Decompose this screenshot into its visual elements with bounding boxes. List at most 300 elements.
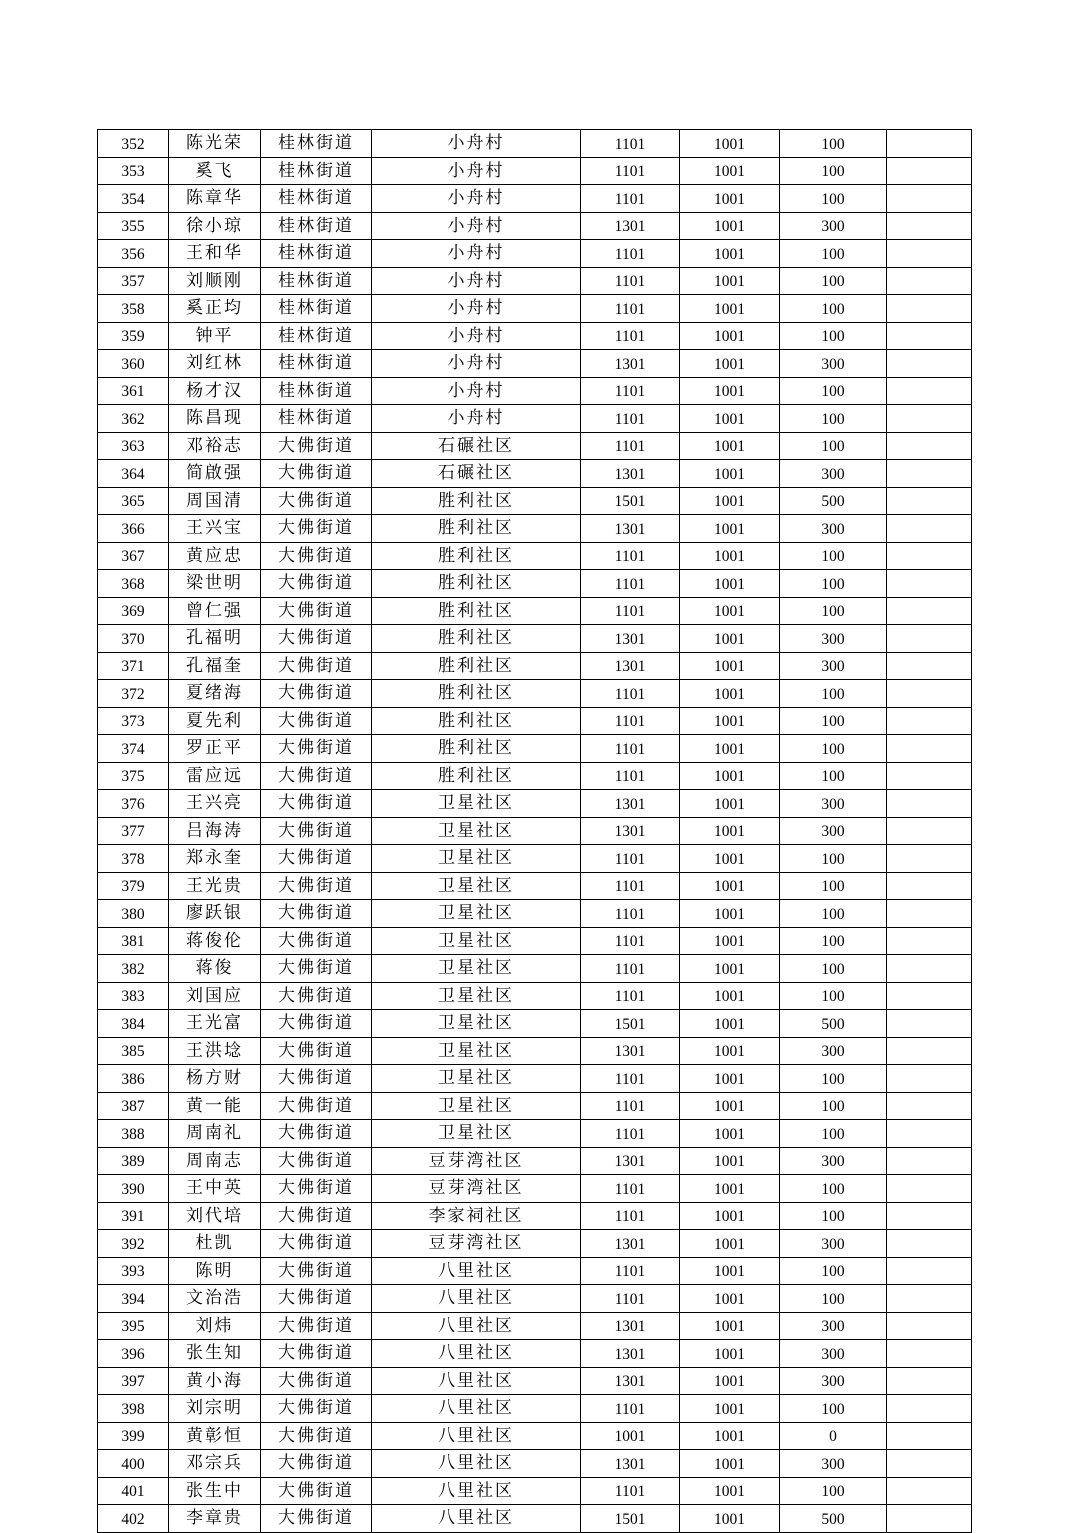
table-row: [98, 597, 972, 625]
amount-cell: 100: [780, 1395, 887, 1423]
subdistrict-cell: 桂林街道: [261, 350, 372, 378]
name-cell: 刘红林: [169, 350, 261, 378]
subdistrict-cell: 大佛街道: [261, 927, 372, 955]
value-a-cell: 1101: [581, 377, 680, 405]
table-row: [98, 212, 972, 240]
name-cell: 奚正均: [169, 295, 261, 323]
row-number-cell: 383: [98, 982, 169, 1010]
amount-cell: 100: [780, 707, 887, 735]
remark-cell: [887, 735, 972, 763]
community-cell: 石碾社区: [372, 460, 581, 488]
row-number-cell: 381: [98, 927, 169, 955]
row-number-cell: 392: [98, 1230, 169, 1258]
subdistrict-cell: 大佛街道: [261, 845, 372, 873]
table-row: [98, 157, 972, 185]
subdistrict-cell: 大佛街道: [261, 1450, 372, 1478]
value-b-cell: 1001: [680, 460, 780, 488]
amount-cell: 100: [780, 1065, 887, 1093]
value-b-cell: 1001: [680, 185, 780, 213]
table-row: [98, 570, 972, 598]
value-b-cell: 1001: [680, 817, 780, 845]
value-a-cell: 1101: [581, 1202, 680, 1230]
amount-cell: 300: [780, 1037, 887, 1065]
remark-cell: [887, 1202, 972, 1230]
name-cell: 杨才汉: [169, 377, 261, 405]
amount-cell: 300: [780, 1312, 887, 1340]
subdistrict-cell: 大佛街道: [261, 570, 372, 598]
value-a-cell: 1301: [581, 1312, 680, 1340]
name-cell: 蒋俊: [169, 955, 261, 983]
subdistrict-cell: 大佛街道: [261, 652, 372, 680]
value-b-cell: 1001: [680, 1367, 780, 1395]
name-cell: 孔福明: [169, 625, 261, 653]
row-number-cell: 370: [98, 625, 169, 653]
amount-cell: 100: [780, 982, 887, 1010]
community-cell: 卫星社区: [372, 982, 581, 1010]
name-cell: 王光富: [169, 1010, 261, 1038]
value-b-cell: 1001: [680, 900, 780, 928]
remark-cell: [887, 570, 972, 598]
remark-cell: [887, 1450, 972, 1478]
community-cell: 八里社区: [372, 1257, 581, 1285]
table-row: [98, 1312, 972, 1340]
subdistrict-cell: 桂林街道: [261, 212, 372, 240]
table-row: [98, 1010, 972, 1038]
subdistrict-cell: 大佛街道: [261, 1422, 372, 1450]
value-a-cell: 1301: [581, 1230, 680, 1258]
table-row: [98, 185, 972, 213]
amount-cell: 100: [780, 377, 887, 405]
value-a-cell: 1101: [581, 872, 680, 900]
remark-cell: [887, 212, 972, 240]
community-cell: 石碾社区: [372, 432, 581, 460]
value-b-cell: 1001: [680, 130, 780, 158]
value-b-cell: 1001: [680, 432, 780, 460]
name-cell: 陈光荣: [169, 130, 261, 158]
remark-cell: [887, 460, 972, 488]
row-number-cell: 390: [98, 1175, 169, 1203]
row-number-cell: 353: [98, 157, 169, 185]
name-cell: 李章贵: [169, 1505, 261, 1533]
remark-cell: [887, 762, 972, 790]
subdistrict-cell: 大佛街道: [261, 707, 372, 735]
subdistrict-cell: 大佛街道: [261, 872, 372, 900]
row-number-cell: 361: [98, 377, 169, 405]
subdistrict-cell: 大佛街道: [261, 625, 372, 653]
table-row: [98, 790, 972, 818]
remark-cell: [887, 872, 972, 900]
amount-cell: 100: [780, 927, 887, 955]
table-row: [98, 652, 972, 680]
remark-cell: [887, 1120, 972, 1148]
community-cell: 卫星社区: [372, 790, 581, 818]
row-number-cell: 380: [98, 900, 169, 928]
row-number-cell: 368: [98, 570, 169, 598]
community-cell: 八里社区: [372, 1505, 581, 1533]
row-number-cell: 399: [98, 1422, 169, 1450]
row-number-cell: 358: [98, 295, 169, 323]
value-b-cell: 1001: [680, 405, 780, 433]
value-b-cell: 1001: [680, 1450, 780, 1478]
community-cell: 卫星社区: [372, 955, 581, 983]
value-b-cell: 1001: [680, 487, 780, 515]
value-a-cell: 1501: [581, 1505, 680, 1533]
amount-cell: 100: [780, 157, 887, 185]
table-row: [98, 1395, 972, 1423]
amount-cell: 100: [780, 872, 887, 900]
community-cell: 胜利社区: [372, 515, 581, 543]
amount-cell: 100: [780, 405, 887, 433]
community-cell: 胜利社区: [372, 597, 581, 625]
remark-cell: [887, 927, 972, 955]
subdistrict-cell: 大佛街道: [261, 1312, 372, 1340]
subdistrict-cell: 大佛街道: [261, 515, 372, 543]
community-cell: 豆芽湾社区: [372, 1147, 581, 1175]
table-row: [98, 460, 972, 488]
table-row: [98, 405, 972, 433]
name-cell: 钟平: [169, 322, 261, 350]
row-number-cell: 373: [98, 707, 169, 735]
amount-cell: 300: [780, 460, 887, 488]
value-a-cell: 1301: [581, 625, 680, 653]
row-number-cell: 394: [98, 1285, 169, 1313]
subdistrict-cell: 大佛街道: [261, 1505, 372, 1533]
row-number-cell: 386: [98, 1065, 169, 1093]
subdistrict-cell: 大佛街道: [261, 762, 372, 790]
table-row: [98, 295, 972, 323]
table-row: [98, 1092, 972, 1120]
value-b-cell: 1001: [680, 1230, 780, 1258]
name-cell: 刘国应: [169, 982, 261, 1010]
value-a-cell: 1301: [581, 460, 680, 488]
remark-cell: [887, 350, 972, 378]
remark-cell: [887, 982, 972, 1010]
value-a-cell: 1101: [581, 1175, 680, 1203]
subdistrict-cell: 大佛街道: [261, 817, 372, 845]
table-row: [98, 955, 972, 983]
remark-cell: [887, 322, 972, 350]
remark-cell: [887, 955, 972, 983]
name-cell: 奚飞: [169, 157, 261, 185]
name-cell: 郑永奎: [169, 845, 261, 873]
amount-cell: 300: [780, 1340, 887, 1368]
value-a-cell: 1501: [581, 1010, 680, 1038]
amount-cell: 300: [780, 817, 887, 845]
remark-cell: [887, 652, 972, 680]
table-row: [98, 322, 972, 350]
value-a-cell: 1301: [581, 652, 680, 680]
value-a-cell: 1101: [581, 762, 680, 790]
subdistrict-cell: 大佛街道: [261, 432, 372, 460]
value-a-cell: 1101: [581, 707, 680, 735]
table-row: [98, 982, 972, 1010]
subdistrict-cell: 大佛街道: [261, 1202, 372, 1230]
name-cell: 王兴亮: [169, 790, 261, 818]
name-cell: 周南志: [169, 1147, 261, 1175]
community-cell: 八里社区: [372, 1367, 581, 1395]
name-cell: 陈明: [169, 1257, 261, 1285]
name-cell: 王光贵: [169, 872, 261, 900]
table-row: [98, 1147, 972, 1175]
amount-cell: 100: [780, 1285, 887, 1313]
value-b-cell: 1001: [680, 350, 780, 378]
amount-cell: 100: [780, 735, 887, 763]
value-a-cell: 1101: [581, 185, 680, 213]
value-b-cell: 1001: [680, 597, 780, 625]
name-cell: 张生中: [169, 1477, 261, 1505]
community-cell: 小舟村: [372, 267, 581, 295]
value-b-cell: 1001: [680, 1285, 780, 1313]
name-cell: 罗正平: [169, 735, 261, 763]
row-number-cell: 391: [98, 1202, 169, 1230]
name-cell: 文治浩: [169, 1285, 261, 1313]
name-cell: 雷应远: [169, 762, 261, 790]
remark-cell: [887, 817, 972, 845]
community-cell: 卫星社区: [372, 817, 581, 845]
remark-cell: [887, 1505, 972, 1533]
name-cell: 周国清: [169, 487, 261, 515]
name-cell: 廖跃银: [169, 900, 261, 928]
amount-cell: 300: [780, 212, 887, 240]
amount-cell: 100: [780, 1175, 887, 1203]
value-a-cell: 1101: [581, 542, 680, 570]
value-a-cell: 1101: [581, 845, 680, 873]
amount-cell: 500: [780, 1505, 887, 1533]
value-a-cell: 1101: [581, 982, 680, 1010]
amount-cell: 100: [780, 322, 887, 350]
subdistrict-cell: 桂林街道: [261, 157, 372, 185]
name-cell: 黄应忠: [169, 542, 261, 570]
value-b-cell: 1001: [680, 1340, 780, 1368]
value-a-cell: 1301: [581, 212, 680, 240]
amount-cell: 500: [780, 1010, 887, 1038]
row-number-cell: 387: [98, 1092, 169, 1120]
community-cell: 胜利社区: [372, 735, 581, 763]
table-row: [98, 1450, 972, 1478]
name-cell: 黄一能: [169, 1092, 261, 1120]
row-number-cell: 362: [98, 405, 169, 433]
table-row: [98, 1340, 972, 1368]
table-row: [98, 927, 972, 955]
value-a-cell: 1101: [581, 130, 680, 158]
amount-cell: 300: [780, 515, 887, 543]
table-row: [98, 817, 972, 845]
amount-cell: 100: [780, 432, 887, 460]
data-table: [97, 129, 972, 1533]
name-cell: 刘宗明: [169, 1395, 261, 1423]
row-number-cell: 396: [98, 1340, 169, 1368]
row-number-cell: 356: [98, 240, 169, 268]
name-cell: 王中英: [169, 1175, 261, 1203]
value-b-cell: 1001: [680, 267, 780, 295]
amount-cell: 100: [780, 1257, 887, 1285]
table-row: [98, 845, 972, 873]
row-number-cell: 400: [98, 1450, 169, 1478]
table-row: [98, 350, 972, 378]
remark-cell: [887, 377, 972, 405]
value-a-cell: 1101: [581, 1477, 680, 1505]
name-cell: 夏先利: [169, 707, 261, 735]
amount-cell: 100: [780, 955, 887, 983]
value-a-cell: 1101: [581, 955, 680, 983]
subdistrict-cell: 大佛街道: [261, 542, 372, 570]
value-a-cell: 1301: [581, 790, 680, 818]
community-cell: 卫星社区: [372, 1010, 581, 1038]
name-cell: 刘代培: [169, 1202, 261, 1230]
name-cell: 吕海涛: [169, 817, 261, 845]
remark-cell: [887, 240, 972, 268]
amount-cell: 100: [780, 597, 887, 625]
amount-cell: 0: [780, 1422, 887, 1450]
value-a-cell: 1001: [581, 1422, 680, 1450]
subdistrict-cell: 大佛街道: [261, 1065, 372, 1093]
amount-cell: 100: [780, 762, 887, 790]
remark-cell: [887, 1477, 972, 1505]
subdistrict-cell: 大佛街道: [261, 1120, 372, 1148]
remark-cell: [887, 1010, 972, 1038]
subdistrict-cell: 大佛街道: [261, 1175, 372, 1203]
amount-cell: 100: [780, 130, 887, 158]
remark-cell: [887, 707, 972, 735]
value-b-cell: 1001: [680, 845, 780, 873]
value-b-cell: 1001: [680, 790, 780, 818]
row-number-cell: 393: [98, 1257, 169, 1285]
value-b-cell: 1001: [680, 1477, 780, 1505]
value-a-cell: 1301: [581, 1340, 680, 1368]
row-number-cell: 388: [98, 1120, 169, 1148]
row-number-cell: 364: [98, 460, 169, 488]
table-row: [98, 1257, 972, 1285]
table-row: [98, 267, 972, 295]
community-cell: 八里社区: [372, 1477, 581, 1505]
remark-cell: [887, 790, 972, 818]
community-cell: 小舟村: [372, 405, 581, 433]
value-b-cell: 1001: [680, 377, 780, 405]
community-cell: 八里社区: [372, 1395, 581, 1423]
remark-cell: [887, 1312, 972, 1340]
community-cell: 胜利社区: [372, 625, 581, 653]
table-row: [98, 900, 972, 928]
value-a-cell: 1101: [581, 1257, 680, 1285]
community-cell: 八里社区: [372, 1312, 581, 1340]
remark-cell: [887, 515, 972, 543]
subdistrict-cell: 大佛街道: [261, 1395, 372, 1423]
value-a-cell: 1101: [581, 1092, 680, 1120]
subdistrict-cell: 大佛街道: [261, 982, 372, 1010]
table-row: [98, 130, 972, 158]
table-body: [98, 130, 972, 1533]
community-cell: 胜利社区: [372, 707, 581, 735]
table-row: [98, 625, 972, 653]
remark-cell: [887, 405, 972, 433]
remark-cell: [887, 542, 972, 570]
community-cell: 小舟村: [372, 212, 581, 240]
name-cell: 王兴宝: [169, 515, 261, 543]
community-cell: 小舟村: [372, 185, 581, 213]
value-a-cell: 1101: [581, 1395, 680, 1423]
value-a-cell: 1101: [581, 322, 680, 350]
subdistrict-cell: 大佛街道: [261, 680, 372, 708]
value-a-cell: 1501: [581, 487, 680, 515]
name-cell: 杨方财: [169, 1065, 261, 1093]
remark-cell: [887, 680, 972, 708]
subdistrict-cell: 桂林街道: [261, 130, 372, 158]
value-a-cell: 1101: [581, 1065, 680, 1093]
remark-cell: [887, 1367, 972, 1395]
value-b-cell: 1001: [680, 1505, 780, 1533]
value-b-cell: 1001: [680, 212, 780, 240]
community-cell: 卫星社区: [372, 1065, 581, 1093]
name-cell: 梁世明: [169, 570, 261, 598]
table-row: [98, 680, 972, 708]
table-row: [98, 487, 972, 515]
table-row: [98, 1175, 972, 1203]
value-a-cell: 1101: [581, 267, 680, 295]
table-row: [98, 515, 972, 543]
row-number-cell: 371: [98, 652, 169, 680]
amount-cell: 300: [780, 790, 887, 818]
community-cell: 卫星社区: [372, 1037, 581, 1065]
community-cell: 胜利社区: [372, 680, 581, 708]
value-a-cell: 1101: [581, 735, 680, 763]
subdistrict-cell: 大佛街道: [261, 460, 372, 488]
name-cell: 曾仁强: [169, 597, 261, 625]
amount-cell: 100: [780, 542, 887, 570]
remark-cell: [887, 1230, 972, 1258]
name-cell: 黄彰恒: [169, 1422, 261, 1450]
community-cell: 胜利社区: [372, 542, 581, 570]
remark-cell: [887, 1065, 972, 1093]
value-b-cell: 1001: [680, 982, 780, 1010]
community-cell: 胜利社区: [372, 487, 581, 515]
amount-cell: 100: [780, 185, 887, 213]
row-number-cell: 359: [98, 322, 169, 350]
table-row: [98, 1285, 972, 1313]
row-number-cell: 363: [98, 432, 169, 460]
row-number-cell: 395: [98, 1312, 169, 1340]
row-number-cell: 377: [98, 817, 169, 845]
row-number-cell: 379: [98, 872, 169, 900]
name-cell: 陈昌现: [169, 405, 261, 433]
value-a-cell: 1101: [581, 900, 680, 928]
remark-cell: [887, 1257, 972, 1285]
value-a-cell: 1301: [581, 1037, 680, 1065]
community-cell: 豆芽湾社区: [372, 1175, 581, 1203]
value-b-cell: 1001: [680, 762, 780, 790]
amount-cell: 500: [780, 487, 887, 515]
remark-cell: [887, 1147, 972, 1175]
remark-cell: [887, 1037, 972, 1065]
community-cell: 小舟村: [372, 157, 581, 185]
value-b-cell: 1001: [680, 955, 780, 983]
table-row: [98, 1120, 972, 1148]
table-row: [98, 872, 972, 900]
value-b-cell: 1001: [680, 652, 780, 680]
value-b-cell: 1001: [680, 1175, 780, 1203]
value-b-cell: 1001: [680, 240, 780, 268]
value-b-cell: 1001: [680, 1120, 780, 1148]
value-b-cell: 1001: [680, 872, 780, 900]
table-row: [98, 1037, 972, 1065]
amount-cell: 100: [780, 680, 887, 708]
subdistrict-cell: 桂林街道: [261, 377, 372, 405]
row-number-cell: 397: [98, 1367, 169, 1395]
amount-cell: 100: [780, 1477, 887, 1505]
subdistrict-cell: 大佛街道: [261, 1477, 372, 1505]
value-b-cell: 1001: [680, 1010, 780, 1038]
subdistrict-cell: 桂林街道: [261, 185, 372, 213]
amount-cell: 300: [780, 625, 887, 653]
